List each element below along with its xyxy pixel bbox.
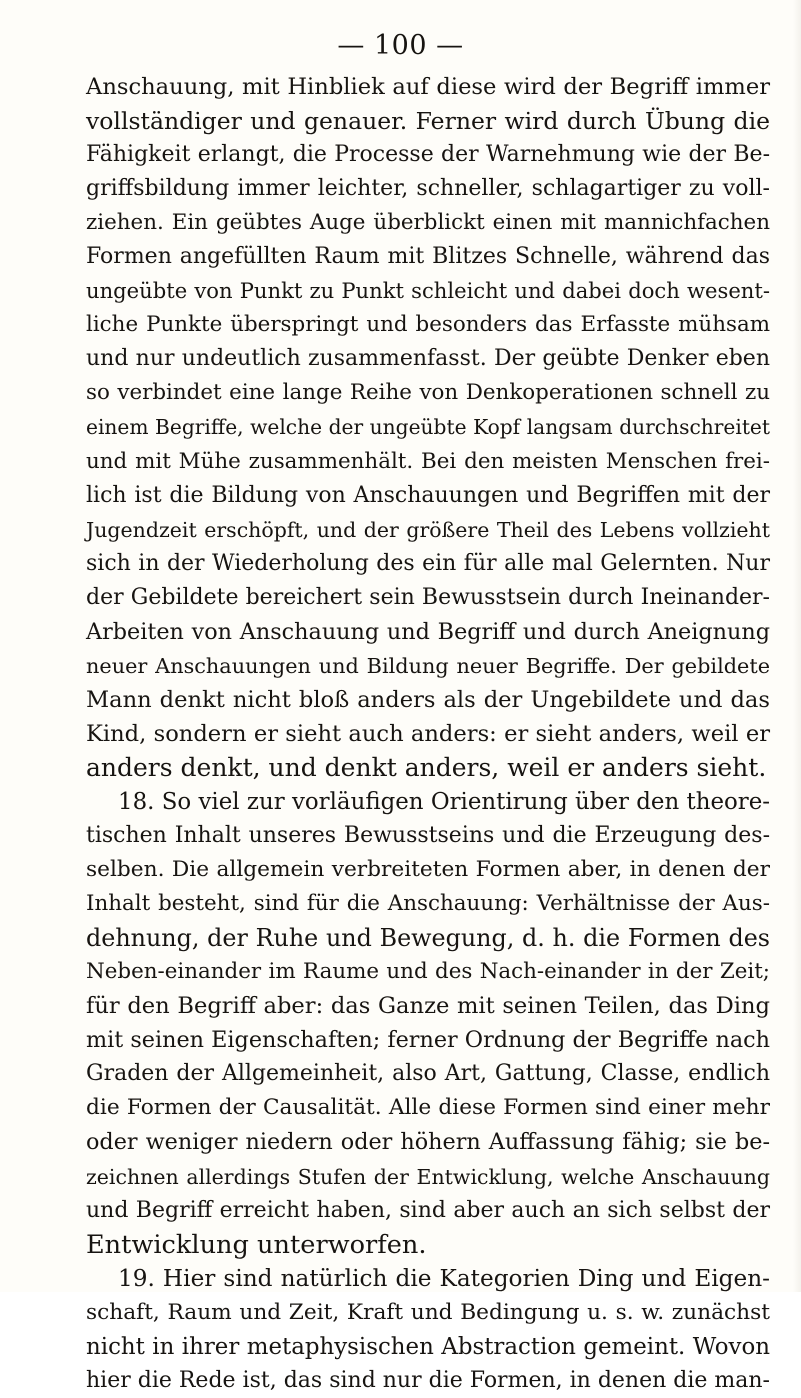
text-line: zeichnen allerdings Stufen der Entwicklung, welche Anschauung: [86, 1164, 770, 1189]
text-line: so verbindet eine lange Reihe von Denkoperationen schnell zu: [86, 380, 770, 406]
text-line: Jugendzeit erschöpft, und der größere Theil des Lebens vollzieht: [86, 517, 770, 542]
text-line: anders denkt, und denkt anders, weil er anders sieht.: [86, 752, 767, 782]
text-line: und nur undeutlich zusammenfasst. Der geübte Denker eben: [86, 346, 770, 372]
text-line: Fähigkeit erlangt, die Processe der Warnehmung wie der Be-: [86, 142, 770, 168]
body-text: [86, 70, 770, 1398]
page-edge-shadow: [793, 0, 801, 1292]
text-line: mit seinen Eigenschaften; ferner Ordnung der Begriffe nach: [86, 1027, 770, 1054]
text-line: dehnung, der Ruhe und Bewegung, d. h. die Formen des: [86, 924, 770, 953]
text-line: tischen Inhalt unseres Bewusstseins und die Erzeugung des-: [86, 823, 770, 849]
text-line: oder weniger niedern oder höhern Auffassung fähig; sie be-: [86, 1129, 770, 1156]
text-line: Formen angefüllten Raum mit Blitzes Schnelle, während das: [86, 244, 770, 270]
text-line: Mann denkt nicht bloß anders als der Ungebildete und das: [86, 686, 770, 713]
text-line: der Gebildete bereichert sein Bewusstsein durch Ineinander-: [86, 584, 770, 610]
page-number-header: — 100 —: [337, 30, 464, 61]
text-line: Graden der Allgemeinheit, also Art, Gattung, Classe, endlich: [86, 1061, 770, 1087]
text-line: schaft, Raum und Zeit, Kraft und Bedingung u. s. w. zunächst: [86, 1299, 770, 1325]
text-line: sich in der Wiederholung des ein für alle mal Gelernten. Nur: [86, 550, 770, 576]
text-line: und mit Mühe zusammenhält. Bei den meisten Menschen frei-: [86, 448, 770, 474]
text-line: griffsbildung immer leichter, schneller, schlagartiger zu voll-: [86, 176, 770, 202]
text-line: Anschauung, mit Hinbliek auf diese wird der Begriff immer: [86, 74, 770, 100]
text-line: Neben-einander im Raume und des Nach-einander in der Zeit;: [86, 959, 770, 985]
text-line: liche Punkte überspringt und besonders das Erfasste mühsam: [86, 312, 770, 338]
text-line: vollständiger und genauer. Ferner wird durch Übung die: [86, 107, 770, 136]
text-line: Entwicklung unterworfen.: [86, 1229, 427, 1260]
text-line: Inhalt besteht, sind für die Anschauung: Verhältnisse der Aus-: [86, 891, 770, 917]
text-line: und Begriff erreicht haben, sind aber auch an sich selbst der: [86, 1197, 770, 1223]
text-line: Arbeiten von Anschauung und Begriff und durch Aneignung: [86, 618, 770, 645]
text-line: die Formen der Causalität. Alle diese Formen sind einer mehr: [86, 1095, 770, 1121]
text-line: 19. Hier sind natürlich die Kategorien Ding und Eigen-: [118, 1264, 770, 1292]
text-line: selben. Die allgemein verbreiteten Formen aber, in denen der: [86, 857, 770, 883]
text-line: lich ist die Bildung von Anschauungen und Begriffen mit der: [86, 482, 770, 508]
text-line: ungeübte von Punkt zu Punkt schleicht und dabei doch wesent-: [86, 278, 770, 304]
text-line: neuer Anschauungen und Bildung neuer Begriffe. Der gebildete: [86, 653, 770, 678]
text-line: einem Begriffe, welche der ungeübte Kopf langsam durchschreitet: [86, 415, 770, 440]
text-line: hier die Rede ist, das sind nur die Formen, in denen die man-: [86, 1367, 770, 1393]
text-line: Kind, sondern er sieht auch anders: er sieht anders, weil er: [86, 720, 770, 747]
text-line: 18. So viel zur vorläufigen Orientirung über den theore-: [118, 788, 770, 815]
text-line: ziehen. Ein geübtes Auge überblickt einen mit mannichfachen: [86, 210, 770, 236]
text-line: für den Begriff aber: das Ganze mit seinen Teilen, das Ding: [86, 993, 770, 1020]
text-line: nicht in ihrer metaphysischen Abstraction gemeint. Wovon: [86, 1333, 770, 1360]
